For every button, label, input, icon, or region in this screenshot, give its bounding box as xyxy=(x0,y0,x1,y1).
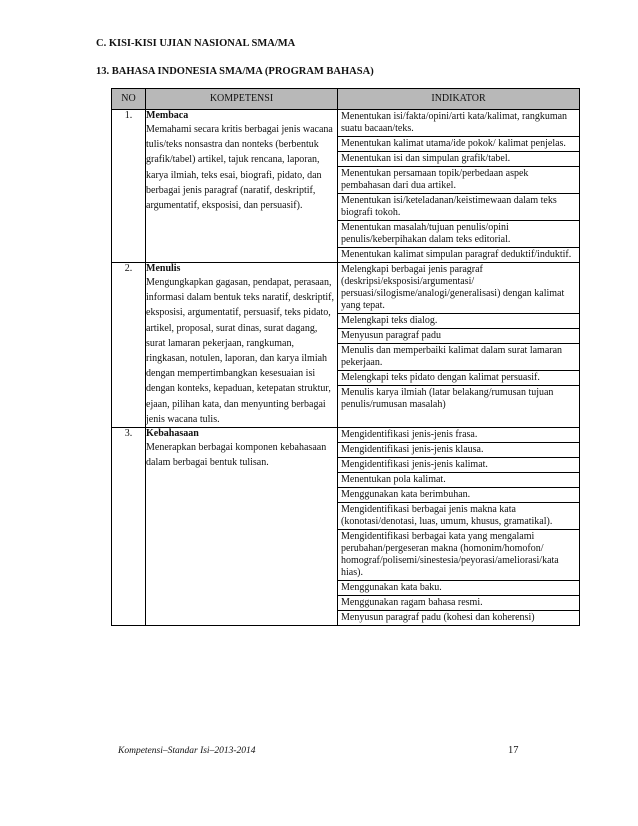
indikator-item: Menentukan isi/keteladanan/keistimewaan dalam teks biografi tokoh. xyxy=(338,194,579,221)
indikator-item: Menggunakan kata berimbuhan. xyxy=(338,488,579,503)
indikator-item: Menentukan masalah/tujuan penulis/opini penulis/keberpihakan dalam teks editorial. xyxy=(338,221,579,248)
header-indikator: INDIKATOR xyxy=(338,89,580,110)
kompetensi-description: Menerapkan berbagai komponen kebahasaan dalam berbagai bentuk tulisan. xyxy=(146,442,327,469)
kompetensi-description: Memahami secara kritis berbagai jenis wacana tulis/teks nonsastra dan nonteks (berbentuk grafik/tabel) artikel, tajuk rencana, laporan, karya ilmiah, teks esai, biografi, pidato, dan berbagai jenis paragraf (naratif, deskriptif, argumentatif, eksposisi, dan persuasif). xyxy=(146,124,333,212)
kompetensi-cell xyxy=(146,110,338,263)
table-header-row xyxy=(112,89,580,110)
document-subheading: 13. BAHASA INDONESIA SMA/MA (PROGRAM BAHASA) xyxy=(96,66,374,77)
indikator-item: Melengkapi teks dialog. xyxy=(338,314,579,329)
indikator-item: Menggunakan kata baku. xyxy=(338,581,579,596)
kompetensi-cell xyxy=(146,263,338,428)
indikator-item: Mengidentifikasi jenis-jenis frasa. xyxy=(338,428,579,443)
indikator-item: Menentukan pola kalimat. xyxy=(338,473,579,488)
indikator-item: Menentukan kalimat simpulan paragraf deduktif/induktif. xyxy=(341,249,572,260)
indikator-cell xyxy=(338,428,580,626)
header-no: NO xyxy=(112,89,146,110)
indikator-item: Menggunakan ragam bahasa resmi. xyxy=(338,596,579,611)
indikator-cell xyxy=(338,110,580,263)
indikator-item: Menentukan isi/fakta/opini/arti kata/kalimat, rangkuman suatu bacaan/teks. xyxy=(338,110,579,137)
table-row xyxy=(112,428,580,626)
kompetensi-title: Menulis xyxy=(146,263,181,274)
kompetensi-title: Membaca xyxy=(146,110,189,121)
kompetensi-description: Mengungkapkan gagasan, pendapat, perasaan, informasi dalam bentuk teks naratif, deskriptif, eksposisi, argumentatif, persuasif, teks pidato, artikel, proposal, surat dinas, surat dagang, surat lamaran pekerjaan, rangkuman, ringkasan, notulen, laporan, dan karya ilmiah dengan mempertimbangkan kesesuaian isi dengan konteks, kepaduan, ketepatan struktur, ejaan, pilihan kata, dan menyunting berbagai jenis wacana tulis. xyxy=(146,277,335,425)
indikator-item: Mengidentifikasi berbagai kata yang mengalami perubahan/pergeseran makna (homonim/homofon/ homograf/polisemi/sinestesia/peyorasi/ameliorasi/kata hias). xyxy=(338,530,579,581)
indikator-item: Mengidentifikasi jenis-jenis klausa. xyxy=(338,443,579,458)
row-number: 2. xyxy=(112,263,146,428)
indikator-item: Menulis karya ilmiah (latar belakang/rumusan tujuan penulis/rumusan masalah) xyxy=(341,387,554,410)
indikator-item: Mengidentifikasi jenis-jenis kalimat. xyxy=(338,458,579,473)
indikator-item: Mengidentifikasi berbagai jenis makna kata (konotasi/denotasi, luas, umum, khusus, gramatikal). xyxy=(338,503,579,530)
indikator-item: Melengkapi teks pidato dengan kalimat persuasif. xyxy=(338,371,579,386)
indikator-item: Menentukan kalimat utama/ide pokok/ kalimat penjelas. xyxy=(338,137,579,152)
indikator-item: Menentukan isi dan simpulan grafik/tabel. xyxy=(338,152,579,167)
kompetensi-title: Kebahasaan xyxy=(146,428,199,440)
table-row xyxy=(112,263,580,428)
document-heading: C. KISI-KISI UJIAN NASIONAL SMA/MA xyxy=(96,38,296,49)
footer-source: Kompetensi–Standar Isi–2013-2014 xyxy=(118,746,256,756)
indikator-item: Menyusun paragraf padu xyxy=(338,329,579,344)
kisi-kisi-table xyxy=(111,88,580,626)
kompetensi-cell xyxy=(146,428,338,626)
indikator-item: Menyusun paragraf padu (kohesi dan koherensi) xyxy=(341,612,535,624)
indikator-item: Melengkapi berbagai jenis paragraf (deskripsi/eksposisi/argumentasi/ persuasi/silogisme/analogi/generalisasi) dengan kalimat yang tepat. xyxy=(338,263,579,314)
header-kompetensi: KOMPETENSI xyxy=(146,89,338,110)
indikator-item: Menulis dan memperbaiki kalimat dalam surat lamaran pekerjaan. xyxy=(338,344,579,371)
indikator-cell xyxy=(338,263,580,428)
indikator-item: Menentukan persamaan topik/perbedaan aspek pembahasan dari dua artikel. xyxy=(338,167,579,194)
page-number: 17 xyxy=(508,745,519,756)
row-number: 3. xyxy=(112,428,146,626)
table-row xyxy=(112,110,580,263)
row-number: 1. xyxy=(112,110,146,263)
